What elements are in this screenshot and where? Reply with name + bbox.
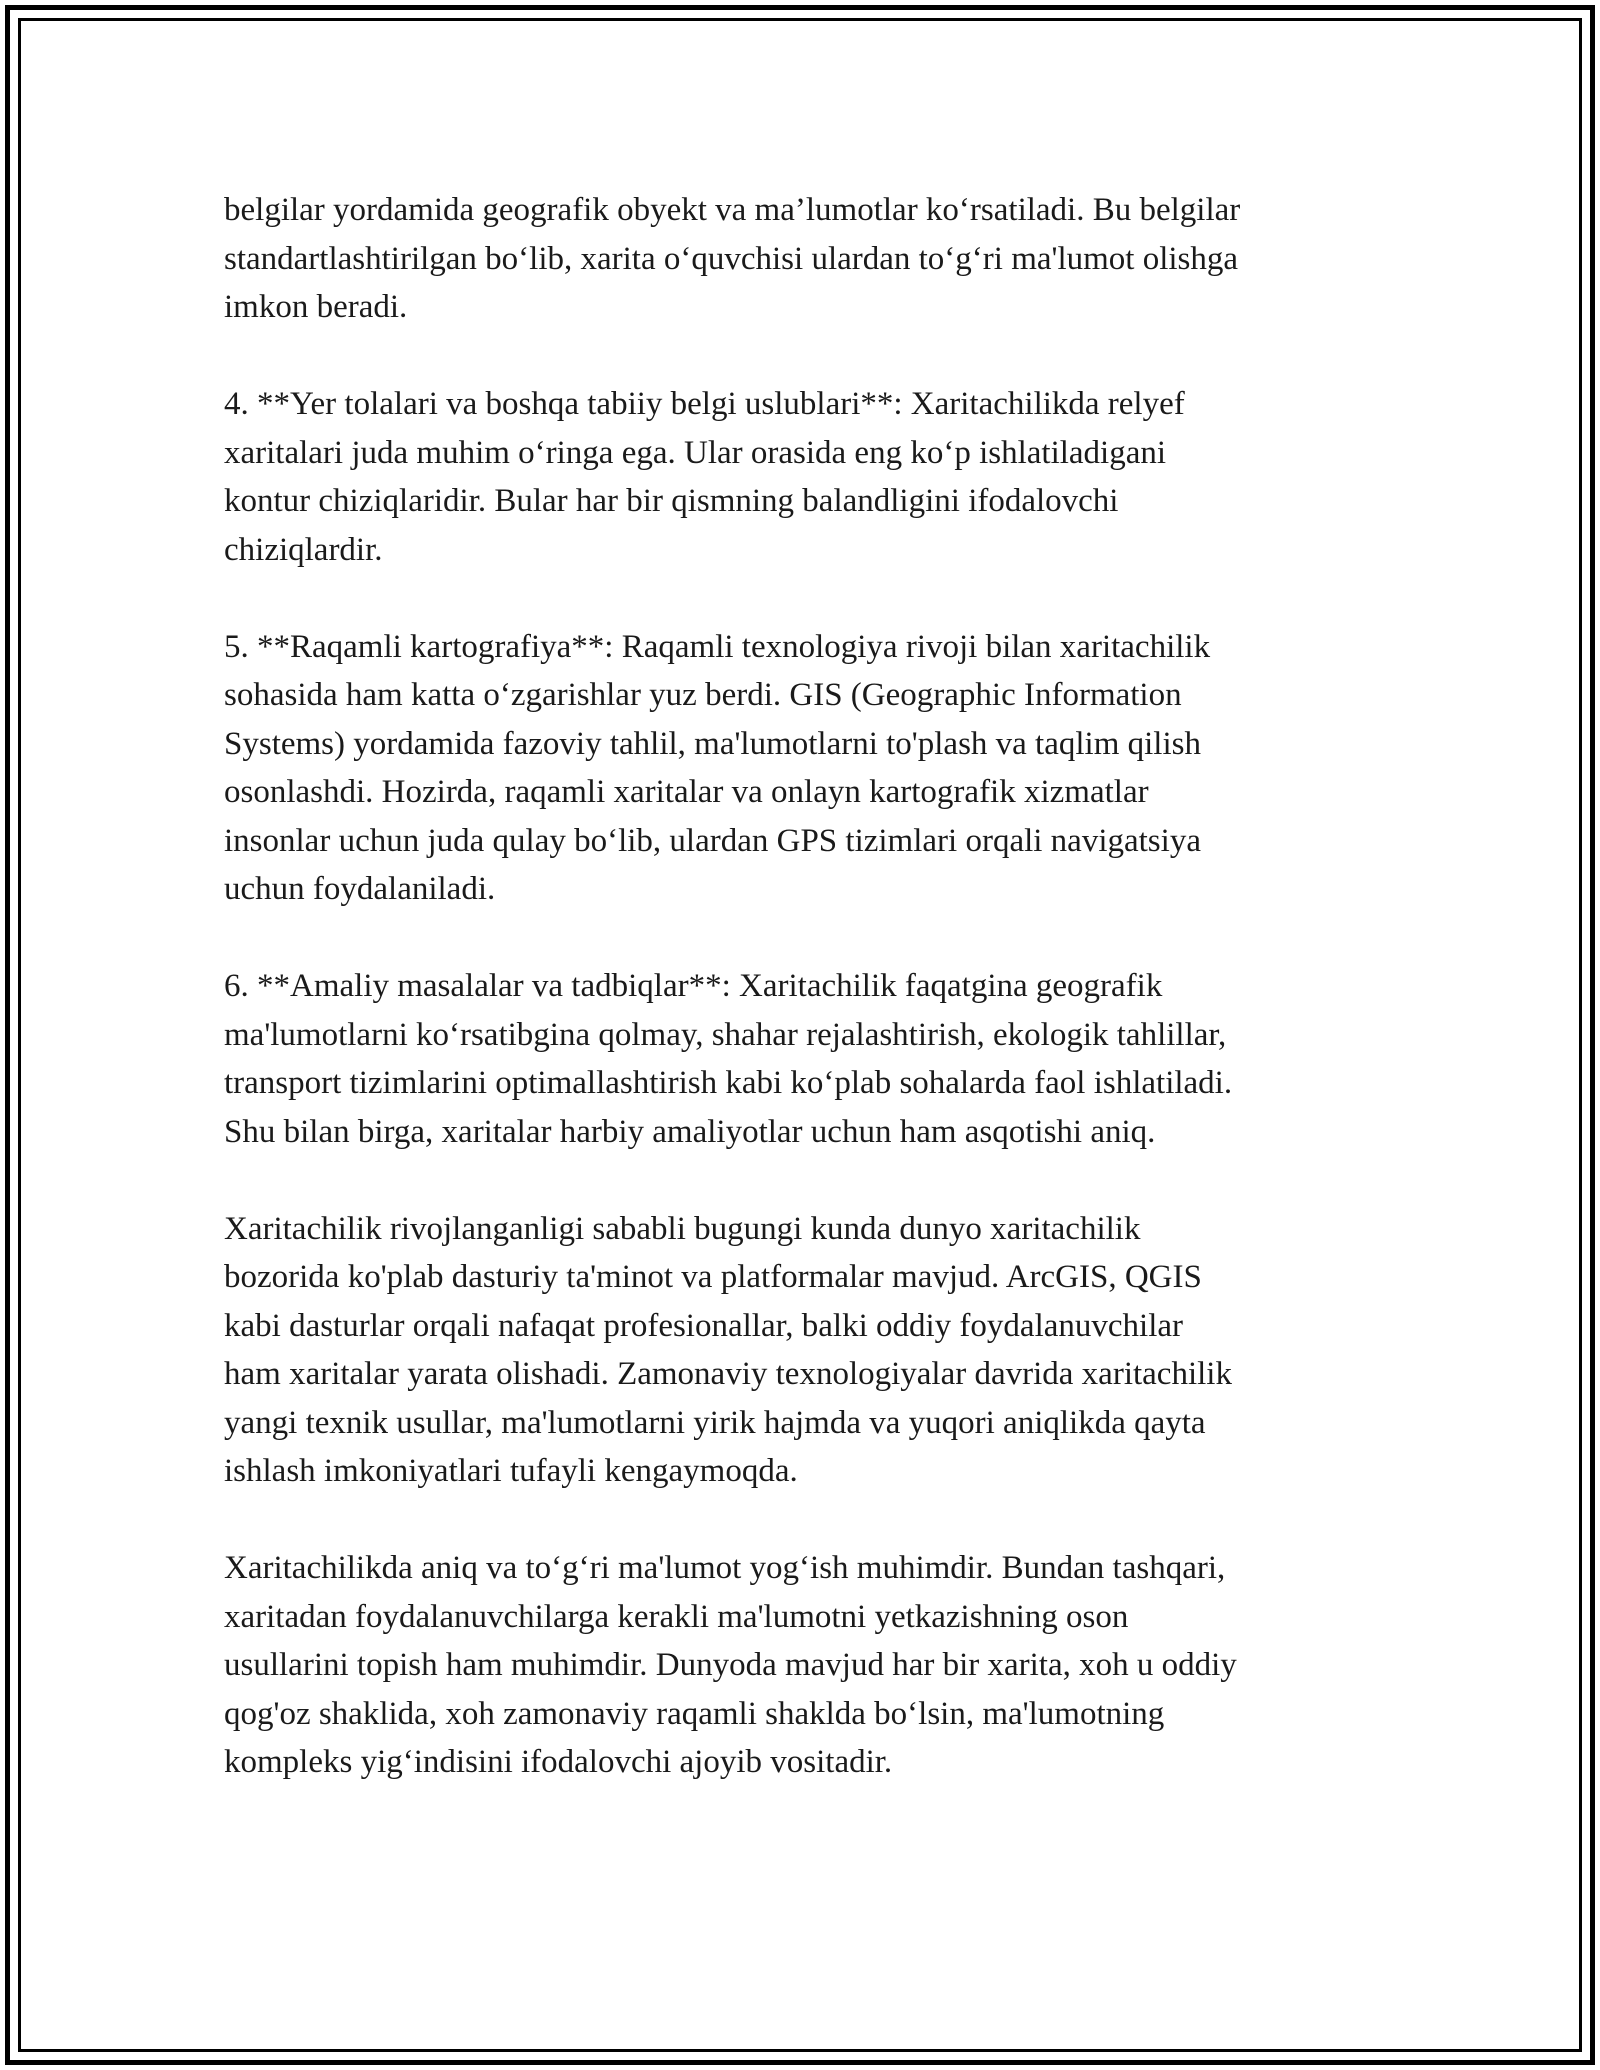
text-line: Systems) yordamida fazoviy tahlil, ma'lumotlarni to'plash va taqlim qilish — [224, 725, 1201, 762]
text-line: chiziqlardir. — [224, 531, 383, 568]
text-line: belgilar yordamida geografik obyekt va ma’lumotlar ko‘rsatiladi. Bu belgilar — [224, 192, 1241, 228]
paragraph-intro-continuation — [224, 186, 1389, 332]
text-line: 6. **Amaliy masalalar va tadbiqlar**: Xaritachilik faqatgina geografik — [224, 968, 1163, 1004]
text-line: osonlashdi. Hozirda, raqamli xaritalar va onlayn kartografik xizmatlar — [224, 774, 1149, 810]
text-line: insonlar uchun juda qulay bo‘lib, ulardan GPS tizimlari orqali navigatsiya — [224, 822, 1201, 859]
text-line: yangi texnik usullar, ma'lumotlarni yirik hajmda va yuqori aniqlikda qayta — [224, 1404, 1206, 1441]
text-line: ham xaritalar yarata olishadi. Zamonaviy texnologiyalar davrida xaritachilik — [224, 1356, 1232, 1392]
paragraph-item-5 — [224, 623, 1389, 914]
text-line: Xaritachilikda aniq va to‘g‘ri ma'lumot yog‘ish muhimdir. Bundan tashqari, — [224, 1550, 1226, 1586]
text-line: ishlash imkoniyatlari tufayli kengaymoqda. — [224, 1453, 798, 1489]
text-line: ma'lumotlarni ko‘rsatibgina qolmay, shahar rejalashtirish, ekologik tahlillar, — [224, 1016, 1227, 1053]
document-body — [224, 186, 1389, 1835]
paragraph-item-6 — [224, 962, 1389, 1156]
text-line: Shu bilan birga, xaritalar harbiy amaliyotlar uchun ham asqotishi aniq. — [224, 1113, 1156, 1150]
text-line: standartlashtirilgan bo‘lib, xarita o‘quvchisi ulardan to‘g‘ri ma'lumot olishga — [224, 240, 1239, 277]
text-line: bozorida ko'plab dasturiy ta'minot va platformalar mavjud. ArcGIS, QGIS — [224, 1259, 1202, 1295]
text-line: transport tizimlarini optimallashtirish kabi ko‘plab sohalarda faol ishlatiladi. — [224, 1065, 1233, 1101]
text-line: imkon beradi. — [224, 289, 408, 325]
text-line: xaritadan foydalanuvchilarga kerakli ma'lumotni yetkazishning oson — [224, 1598, 1129, 1635]
text-line: kabi dasturlar orqali nafaqat profesionallar, balki oddiy foydalanuvchilar — [224, 1307, 1183, 1344]
text-line: xaritalari juda muhim o‘ringa ega. Ular orasida eng ko‘p ishlatiladigani — [224, 434, 1167, 471]
text-line: 5. **Raqamli kartografiya**: Raqamli texnologiya rivoji bilan xaritachilik — [224, 628, 1211, 665]
text-line: usullarini topish ham muhimdir. Dunyoda mavjud har bir xarita, xoh u oddiy — [224, 1647, 1237, 1683]
text-line: 4. **Yer tolalari va boshqa tabiiy belgi uslublari**: Xaritachilikda relyef — [224, 386, 1185, 422]
paragraph-conclusion — [224, 1544, 1389, 1787]
text-line: uchun foydalaniladi. — [224, 871, 496, 907]
text-line: kompleks yig‘indisini ifodalovchi ajoyib vositadir. — [224, 1744, 893, 1780]
text-line: Xaritachilik rivojlanganligi sababli bugungi kunda dunyo xaritachilik — [224, 1210, 1141, 1247]
text-line: qog'oz shaklida, xoh zamonaviy raqamli shaklda bo‘lsin, ma'lumotning — [224, 1695, 1165, 1732]
paragraph-software — [224, 1205, 1389, 1496]
text-line: sohasida ham katta o‘zgarishlar yuz berdi. GIS (Geographic Information — [224, 677, 1182, 713]
text-line: kontur chiziqlaridir. Bular har bir qismning balandligini ifodalovchi — [224, 483, 1119, 519]
paragraph-item-4 — [224, 380, 1389, 574]
